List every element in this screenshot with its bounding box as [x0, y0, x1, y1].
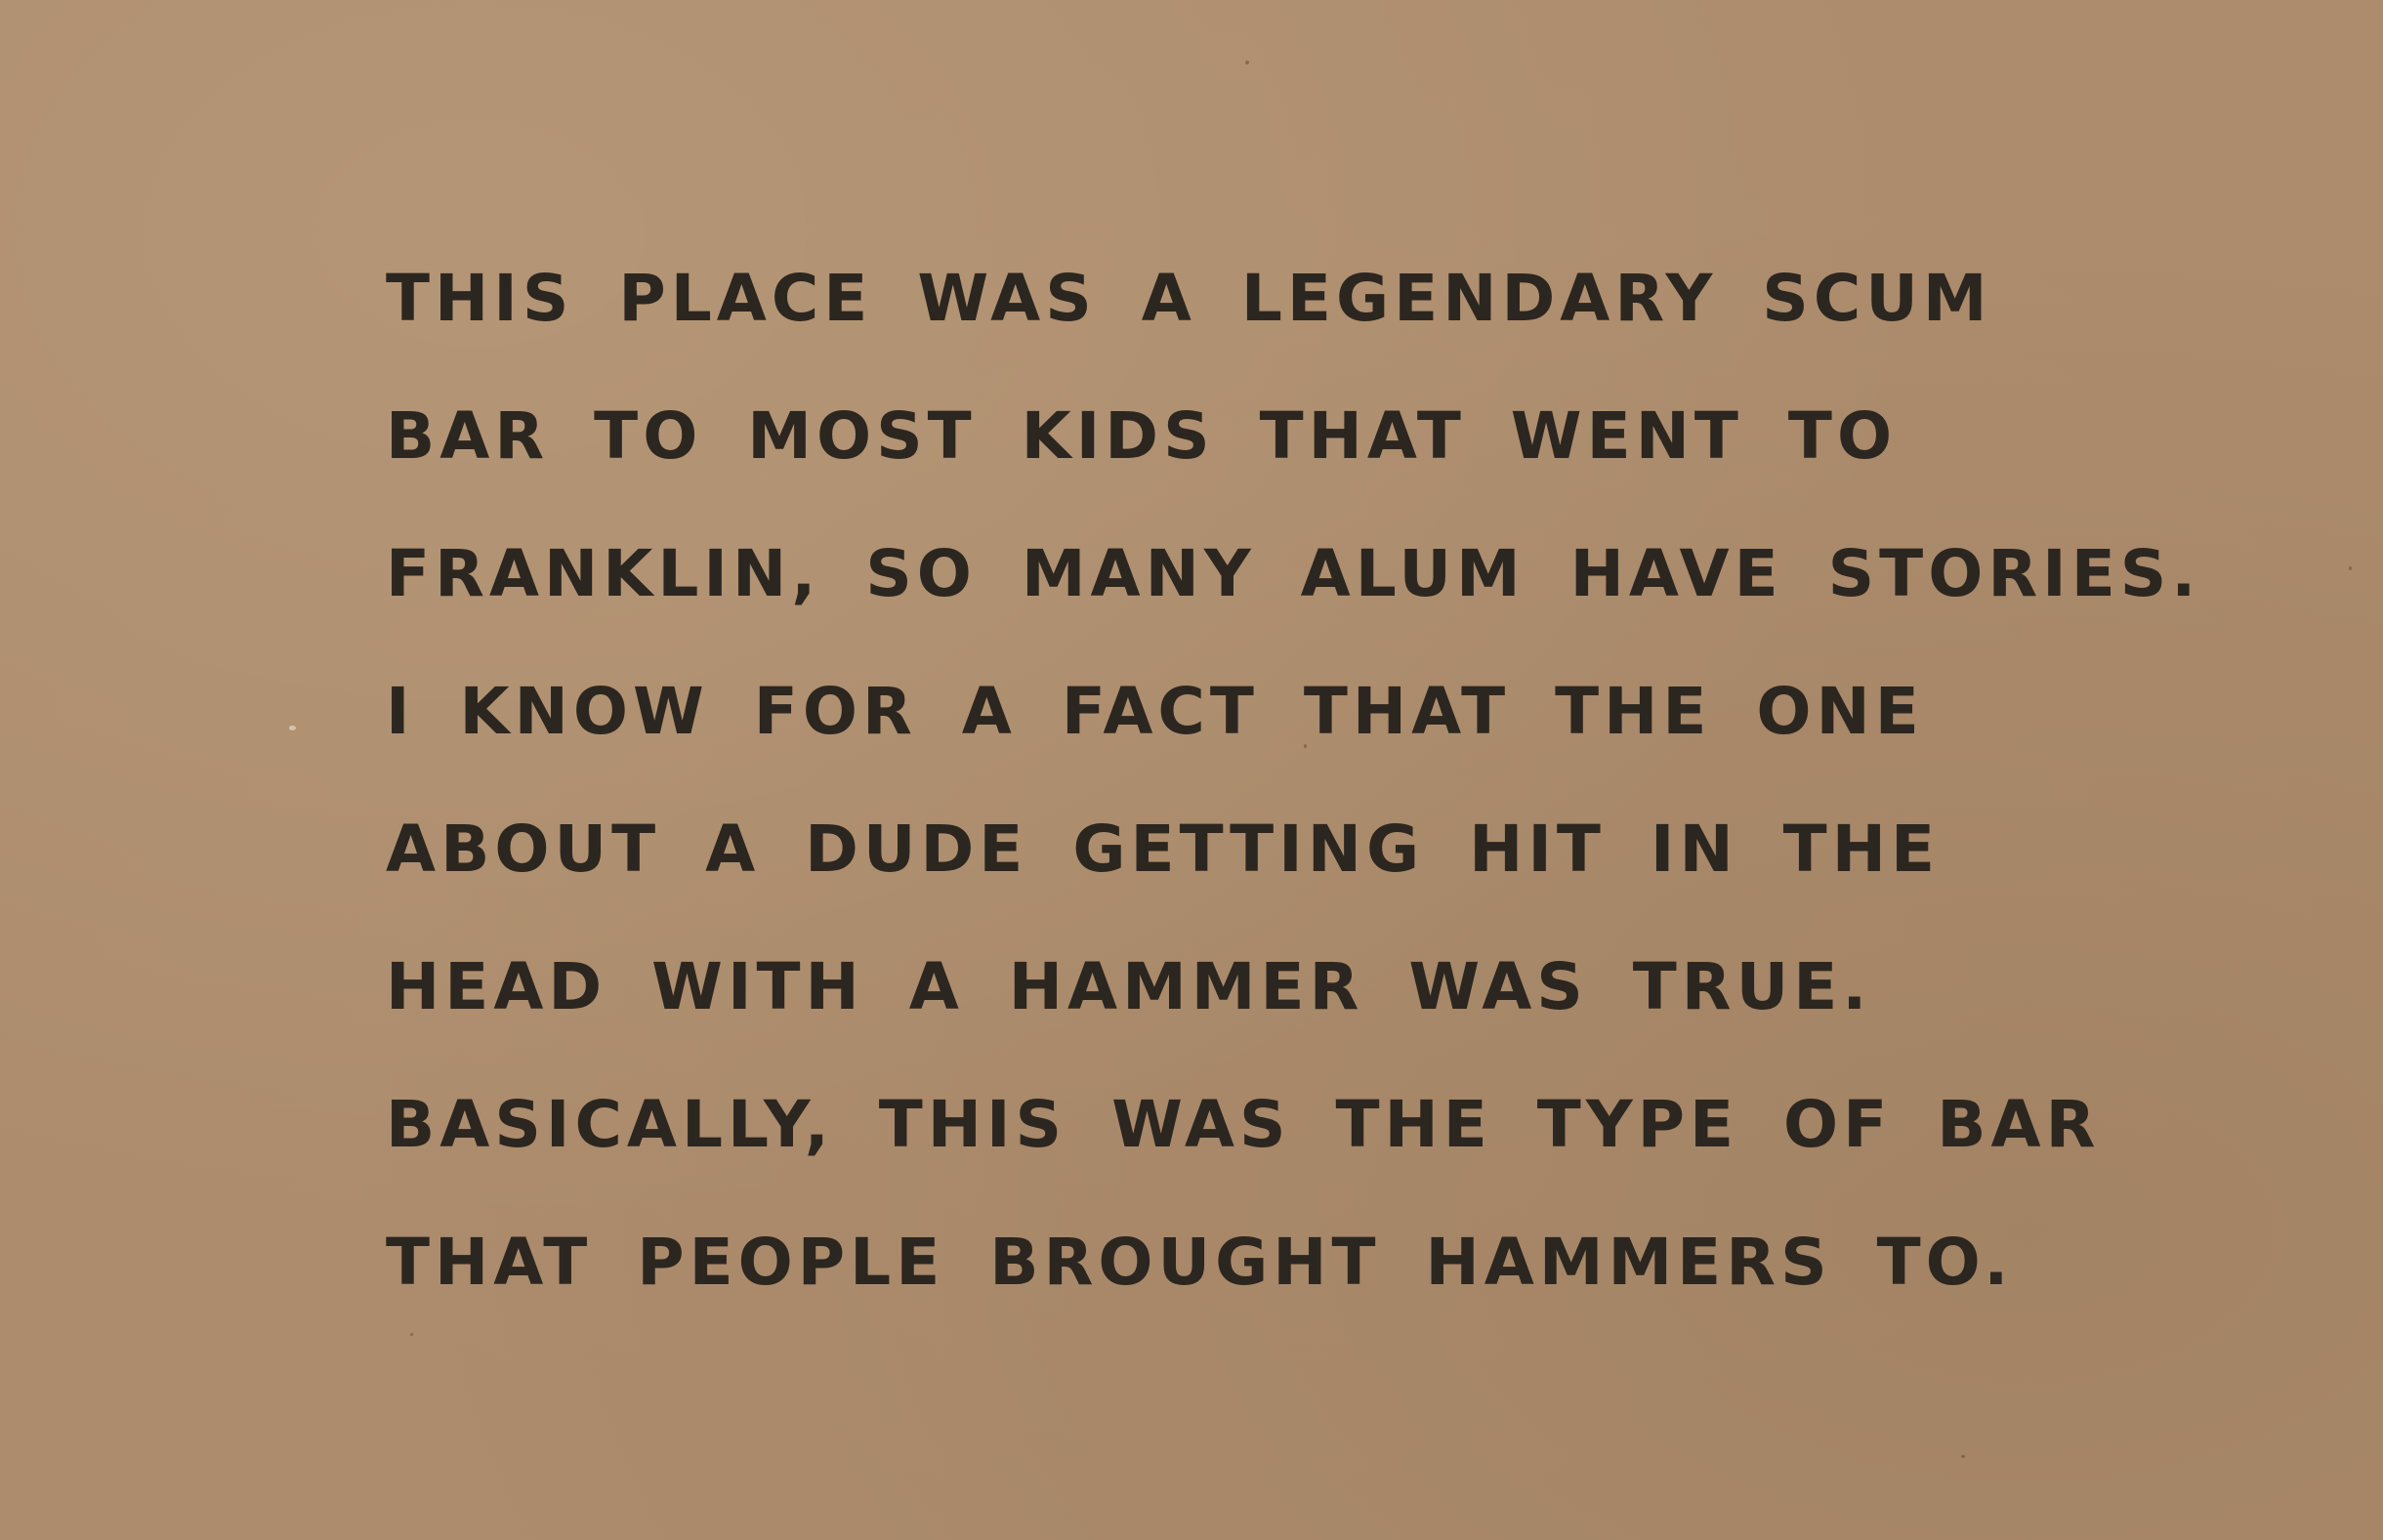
note-line-4: I KNOW FOR A FACT THAT THE ONE [386, 674, 1924, 749]
note-line-1: THIS PLACE WAS A LEGENDARY SCUM [386, 261, 1992, 336]
note-line-6: HEAD WITH A HAMMER WAS TRUE. [386, 949, 1872, 1024]
paper-speck [410, 1333, 413, 1336]
paper-speck [2349, 566, 2352, 570]
paper-speck [1961, 1455, 1965, 1458]
note-line-2: BAR TO MOST KIDS THAT WENT TO [386, 398, 1898, 474]
note-line-3: FRANKLIN, SO MANY ALUM HAVE STORIES. [386, 536, 2201, 611]
paper-speck [1245, 61, 1249, 64]
paper-speck [289, 726, 296, 730]
note-line-5: ABOUT A DUDE GETTING HIT IN THE [386, 812, 1941, 887]
note-line-7: BASICALLY, THIS WAS THE TYPE OF BAR [386, 1087, 2101, 1162]
note-line-8: THAT PEOPLE BROUGHT HAMMERS TO. [386, 1225, 2014, 1300]
handwritten-note [386, 229, 2201, 1331]
